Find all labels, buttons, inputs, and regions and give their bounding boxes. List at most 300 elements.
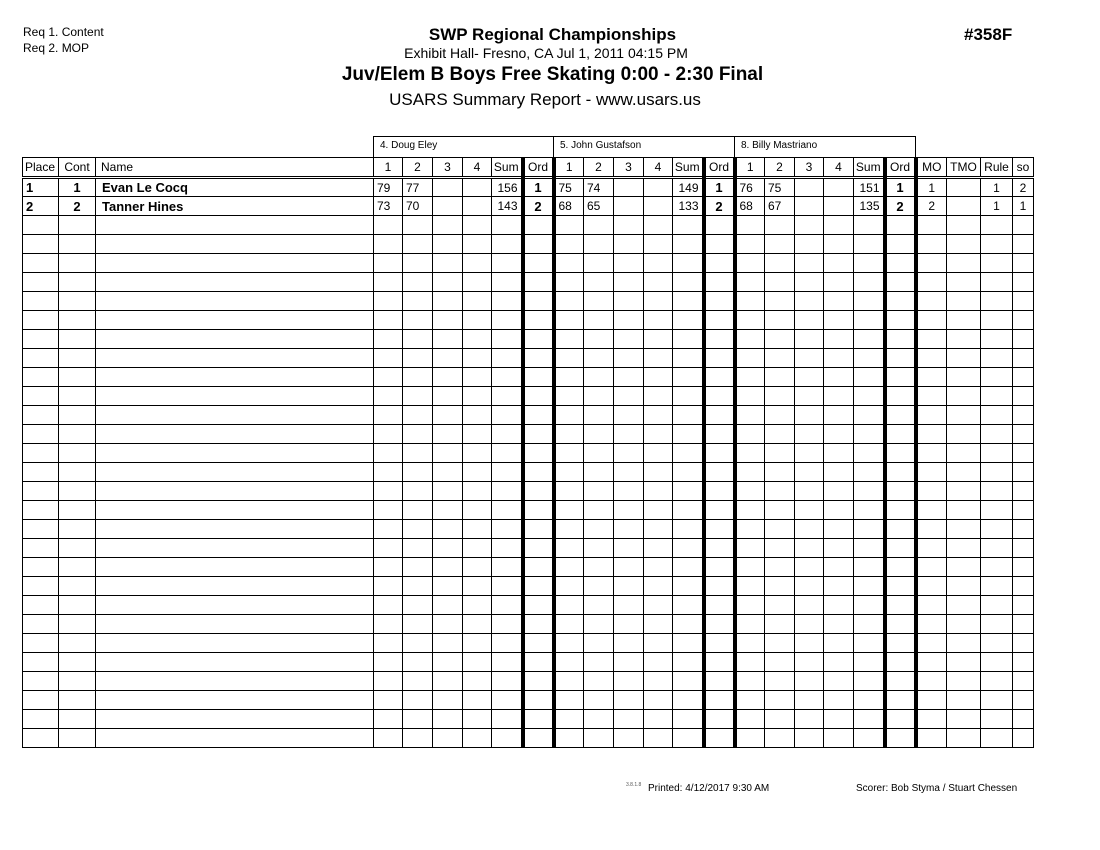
empty-cell (1013, 406, 1034, 425)
empty-cell (854, 672, 885, 691)
empty-cell (735, 691, 765, 710)
empty-row (23, 672, 1034, 691)
empty-cell (463, 691, 492, 710)
empty-row (23, 558, 1034, 577)
empty-cell (981, 349, 1013, 368)
empty-cell (614, 558, 644, 577)
empty-cell (644, 596, 673, 615)
empty-cell (554, 216, 584, 235)
empty-cell (947, 482, 981, 501)
empty-cell (673, 653, 704, 672)
empty-cell (374, 406, 403, 425)
empty-cell (644, 691, 673, 710)
empty-cell (403, 235, 433, 254)
empty-cell (463, 520, 492, 539)
empty-cell (795, 235, 824, 254)
empty-cell (765, 482, 795, 501)
empty-cell (96, 501, 374, 520)
empty-cell (795, 672, 824, 691)
empty-cell (374, 292, 403, 311)
empty-cell (981, 596, 1013, 615)
j2-score-1: 68 (554, 197, 584, 216)
place-cell: 2 (23, 197, 59, 216)
empty-cell (981, 368, 1013, 387)
empty-cell (554, 254, 584, 273)
empty-cell (1013, 368, 1034, 387)
empty-cell (374, 254, 403, 273)
empty-cell (96, 349, 374, 368)
empty-cell (433, 330, 463, 349)
empty-cell (433, 216, 463, 235)
results-table (22, 157, 1034, 748)
empty-cell (795, 273, 824, 292)
empty-cell (981, 539, 1013, 558)
empty-cell (96, 596, 374, 615)
col-header-j1-sum: Sum (492, 158, 523, 178)
empty-cell (644, 273, 673, 292)
empty-cell (765, 425, 795, 444)
empty-cell (59, 235, 96, 254)
empty-cell (854, 254, 885, 273)
empty-cell (23, 273, 59, 292)
empty-cell (673, 691, 704, 710)
empty-cell (374, 311, 403, 330)
empty-cell (492, 577, 523, 596)
empty-cell (554, 710, 584, 729)
empty-cell (644, 235, 673, 254)
col-header-j1-s3: 3 (433, 158, 463, 178)
empty-cell (463, 729, 492, 748)
empty-cell (735, 216, 765, 235)
empty-cell (704, 520, 735, 539)
empty-cell (554, 482, 584, 501)
empty-cell (795, 368, 824, 387)
j2-score-1: 75 (554, 178, 584, 197)
empty-cell (916, 368, 947, 387)
empty-cell (704, 292, 735, 311)
empty-cell (96, 254, 374, 273)
empty-cell (463, 349, 492, 368)
empty-cell (492, 558, 523, 577)
empty-cell (59, 691, 96, 710)
empty-cell (59, 482, 96, 501)
col-header-place: Place (23, 158, 59, 178)
col-header-so: so (1013, 158, 1034, 178)
empty-cell (644, 482, 673, 501)
empty-cell (644, 444, 673, 463)
empty-cell (433, 349, 463, 368)
empty-cell (704, 349, 735, 368)
empty-cell (916, 406, 947, 425)
empty-cell (795, 501, 824, 520)
empty-cell (554, 406, 584, 425)
empty-cell (523, 653, 554, 672)
empty-cell (824, 292, 854, 311)
empty-cell (981, 482, 1013, 501)
empty-cell (463, 482, 492, 501)
empty-cell (554, 330, 584, 349)
j3-score-4 (824, 197, 854, 216)
empty-cell (23, 292, 59, 311)
empty-cell (96, 539, 374, 558)
empty-cell (947, 558, 981, 577)
empty-cell (614, 596, 644, 615)
empty-cell (23, 387, 59, 406)
empty-cell (885, 311, 916, 330)
empty-cell (854, 311, 885, 330)
empty-cell (704, 330, 735, 349)
empty-cell (584, 330, 614, 349)
j3-score-2: 67 (765, 197, 795, 216)
empty-cell (403, 330, 433, 349)
empty-cell (96, 691, 374, 710)
empty-cell (644, 368, 673, 387)
empty-cell (433, 501, 463, 520)
empty-cell (523, 463, 554, 482)
empty-cell (403, 482, 433, 501)
empty-cell (584, 254, 614, 273)
empty-cell (735, 463, 765, 482)
empty-cell (463, 615, 492, 634)
empty-cell (885, 292, 916, 311)
empty-cell (916, 615, 947, 634)
empty-cell (403, 577, 433, 596)
empty-cell (492, 254, 523, 273)
empty-cell (1013, 254, 1034, 273)
empty-cell (463, 577, 492, 596)
empty-cell (584, 273, 614, 292)
empty-cell (374, 558, 403, 577)
empty-cell (23, 691, 59, 710)
empty-cell (96, 463, 374, 482)
empty-cell (824, 216, 854, 235)
empty-cell (673, 235, 704, 254)
empty-cell (23, 729, 59, 748)
empty-cell (824, 596, 854, 615)
empty-cell (614, 330, 644, 349)
j1-score-3 (433, 197, 463, 216)
empty-cell (916, 292, 947, 311)
empty-cell (584, 292, 614, 311)
empty-cell (584, 444, 614, 463)
empty-cell (403, 387, 433, 406)
empty-cell (584, 615, 614, 634)
empty-cell (96, 330, 374, 349)
j1-score-1: 73 (374, 197, 403, 216)
empty-cell (433, 292, 463, 311)
empty-cell (584, 558, 614, 577)
empty-cell (463, 368, 492, 387)
empty-cell (96, 710, 374, 729)
empty-cell (704, 672, 735, 691)
empty-cell (433, 482, 463, 501)
empty-cell (854, 653, 885, 672)
empty-cell (433, 387, 463, 406)
empty-cell (735, 634, 765, 653)
empty-cell (23, 558, 59, 577)
empty-cell (492, 710, 523, 729)
empty-cell (614, 311, 644, 330)
empty-cell (735, 596, 765, 615)
empty-cell (795, 406, 824, 425)
empty-cell (854, 691, 885, 710)
empty-cell (1013, 425, 1034, 444)
empty-cell (403, 368, 433, 387)
empty-cell (854, 273, 885, 292)
empty-cell (765, 387, 795, 406)
empty-cell (403, 710, 433, 729)
empty-cell (644, 216, 673, 235)
empty-cell (584, 729, 614, 748)
empty-cell (824, 273, 854, 292)
empty-cell (765, 463, 795, 482)
empty-cell (916, 710, 947, 729)
empty-cell (981, 501, 1013, 520)
empty-row (23, 501, 1034, 520)
empty-cell (673, 596, 704, 615)
empty-cell (885, 729, 916, 748)
requirement-2: Req 2. MOP (23, 41, 90, 55)
empty-cell (854, 482, 885, 501)
empty-cell (403, 539, 433, 558)
empty-cell (59, 387, 96, 406)
empty-cell (885, 254, 916, 273)
empty-cell (59, 330, 96, 349)
empty-cell (523, 539, 554, 558)
empty-cell (947, 406, 981, 425)
empty-cell (23, 672, 59, 691)
empty-cell (614, 254, 644, 273)
empty-cell (885, 615, 916, 634)
empty-cell (433, 311, 463, 330)
empty-row (23, 463, 1034, 482)
empty-cell (735, 729, 765, 748)
empty-cell (735, 425, 765, 444)
empty-cell (554, 501, 584, 520)
empty-cell (59, 292, 96, 311)
empty-cell (523, 596, 554, 615)
empty-cell (1013, 596, 1034, 615)
empty-cell (824, 425, 854, 444)
place-cell: 1 (23, 178, 59, 197)
empty-cell (947, 425, 981, 444)
empty-cell (403, 729, 433, 748)
empty-cell (765, 216, 795, 235)
venue-date-line: Exhibit Hall- Fresno, CA Jul 1, 2011 04:15 PM (404, 45, 688, 61)
event-title: Juv/Elem B Boys Free Skating 0:00 - 2:30 Final (341, 64, 764, 85)
empty-cell (916, 691, 947, 710)
empty-cell (433, 444, 463, 463)
empty-cell (673, 406, 704, 425)
empty-row (23, 254, 1034, 273)
empty-cell (59, 273, 96, 292)
empty-cell (403, 520, 433, 539)
empty-cell (673, 615, 704, 634)
empty-cell (584, 520, 614, 539)
empty-row (23, 216, 1034, 235)
empty-cell (403, 501, 433, 520)
empty-cell (374, 216, 403, 235)
empty-cell (885, 216, 916, 235)
empty-cell (824, 501, 854, 520)
empty-cell (1013, 577, 1034, 596)
empty-cell (854, 349, 885, 368)
empty-cell (492, 311, 523, 330)
empty-cell (885, 330, 916, 349)
empty-cell (704, 653, 735, 672)
empty-cell (795, 710, 824, 729)
empty-cell (916, 482, 947, 501)
empty-cell (463, 425, 492, 444)
empty-cell (614, 368, 644, 387)
empty-cell (704, 615, 735, 634)
empty-cell (916, 387, 947, 406)
empty-cell (492, 520, 523, 539)
empty-cell (374, 501, 403, 520)
cont-cell: 2 (59, 197, 96, 216)
empty-cell (854, 634, 885, 653)
empty-cell (614, 292, 644, 311)
empty-cell (492, 425, 523, 444)
empty-cell (885, 406, 916, 425)
empty-cell (433, 254, 463, 273)
empty-cell (554, 425, 584, 444)
empty-cell (916, 653, 947, 672)
empty-cell (704, 425, 735, 444)
empty-cell (885, 273, 916, 292)
empty-row (23, 235, 1034, 254)
empty-cell (614, 444, 644, 463)
championship-title: SWP Regional Championships (428, 25, 677, 44)
scorer-names: Scorer: Bob Styma / Stuart Chessen (856, 783, 1018, 794)
empty-cell (1013, 330, 1034, 349)
empty-cell (644, 653, 673, 672)
empty-cell (854, 501, 885, 520)
empty-cell (765, 235, 795, 254)
empty-cell (523, 216, 554, 235)
empty-cell (644, 406, 673, 425)
empty-cell (584, 653, 614, 672)
col-header-j1-s2: 2 (403, 158, 433, 178)
empty-cell (854, 444, 885, 463)
empty-cell (916, 330, 947, 349)
empty-cell (854, 235, 885, 254)
empty-cell (23, 444, 59, 463)
j3-score-3 (795, 178, 824, 197)
empty-row (23, 387, 1034, 406)
empty-cell (463, 710, 492, 729)
empty-cell (795, 330, 824, 349)
empty-cell (96, 387, 374, 406)
empty-cell (23, 520, 59, 539)
empty-cell (947, 444, 981, 463)
empty-cell (374, 710, 403, 729)
empty-cell (59, 349, 96, 368)
empty-cell (765, 501, 795, 520)
empty-cell (824, 349, 854, 368)
empty-cell (644, 729, 673, 748)
empty-row (23, 330, 1034, 349)
j2-sum: 149 (673, 178, 704, 197)
j2-ord: 1 (704, 178, 735, 197)
empty-cell (59, 406, 96, 425)
empty-cell (644, 520, 673, 539)
empty-cell (854, 425, 885, 444)
empty-cell (765, 406, 795, 425)
empty-cell (523, 368, 554, 387)
col-header-tmo: TMO (947, 158, 981, 178)
empty-cell (885, 634, 916, 653)
mo-cell: 2 (916, 197, 947, 216)
empty-cell (1013, 672, 1034, 691)
empty-cell (795, 311, 824, 330)
empty-row (23, 615, 1034, 634)
empty-cell (96, 425, 374, 444)
empty-cell (23, 254, 59, 273)
empty-cell (403, 463, 433, 482)
empty-cell (947, 216, 981, 235)
empty-cell (59, 444, 96, 463)
empty-cell (374, 273, 403, 292)
empty-cell (1013, 729, 1034, 748)
empty-cell (704, 444, 735, 463)
empty-cell (673, 216, 704, 235)
empty-cell (673, 273, 704, 292)
empty-cell (735, 349, 765, 368)
empty-cell (463, 406, 492, 425)
empty-cell (947, 539, 981, 558)
empty-cell (735, 672, 765, 691)
j3-score-3 (795, 197, 824, 216)
empty-cell (554, 292, 584, 311)
empty-cell (916, 254, 947, 273)
skater-name: Evan Le Cocq (96, 178, 374, 197)
empty-cell (765, 330, 795, 349)
empty-cell (824, 463, 854, 482)
empty-cell (463, 216, 492, 235)
empty-cell (614, 235, 644, 254)
col-header-j2-s2: 2 (584, 158, 614, 178)
empty-cell (735, 235, 765, 254)
empty-cell (916, 577, 947, 596)
empty-cell (463, 672, 492, 691)
empty-row (23, 349, 1034, 368)
empty-cell (403, 273, 433, 292)
empty-cell (403, 254, 433, 273)
col-header-mo: MO (916, 158, 947, 178)
empty-cell (947, 729, 981, 748)
empty-cell (96, 615, 374, 634)
empty-cell (492, 482, 523, 501)
col-header-j2-s1: 1 (554, 158, 584, 178)
col-header-j1-ord: Ord (523, 158, 554, 178)
empty-cell (765, 634, 795, 653)
j1-score-3 (433, 178, 463, 197)
empty-cell (96, 235, 374, 254)
empty-cell (704, 482, 735, 501)
empty-cell (96, 368, 374, 387)
empty-cell (492, 729, 523, 748)
empty-cell (374, 577, 403, 596)
empty-cell (403, 672, 433, 691)
empty-cell (644, 311, 673, 330)
empty-cell (554, 558, 584, 577)
requirement-1: Req 1. Content (23, 25, 104, 39)
empty-cell (433, 710, 463, 729)
empty-cell (96, 292, 374, 311)
empty-cell (644, 463, 673, 482)
event-id: #358F (964, 25, 1013, 44)
